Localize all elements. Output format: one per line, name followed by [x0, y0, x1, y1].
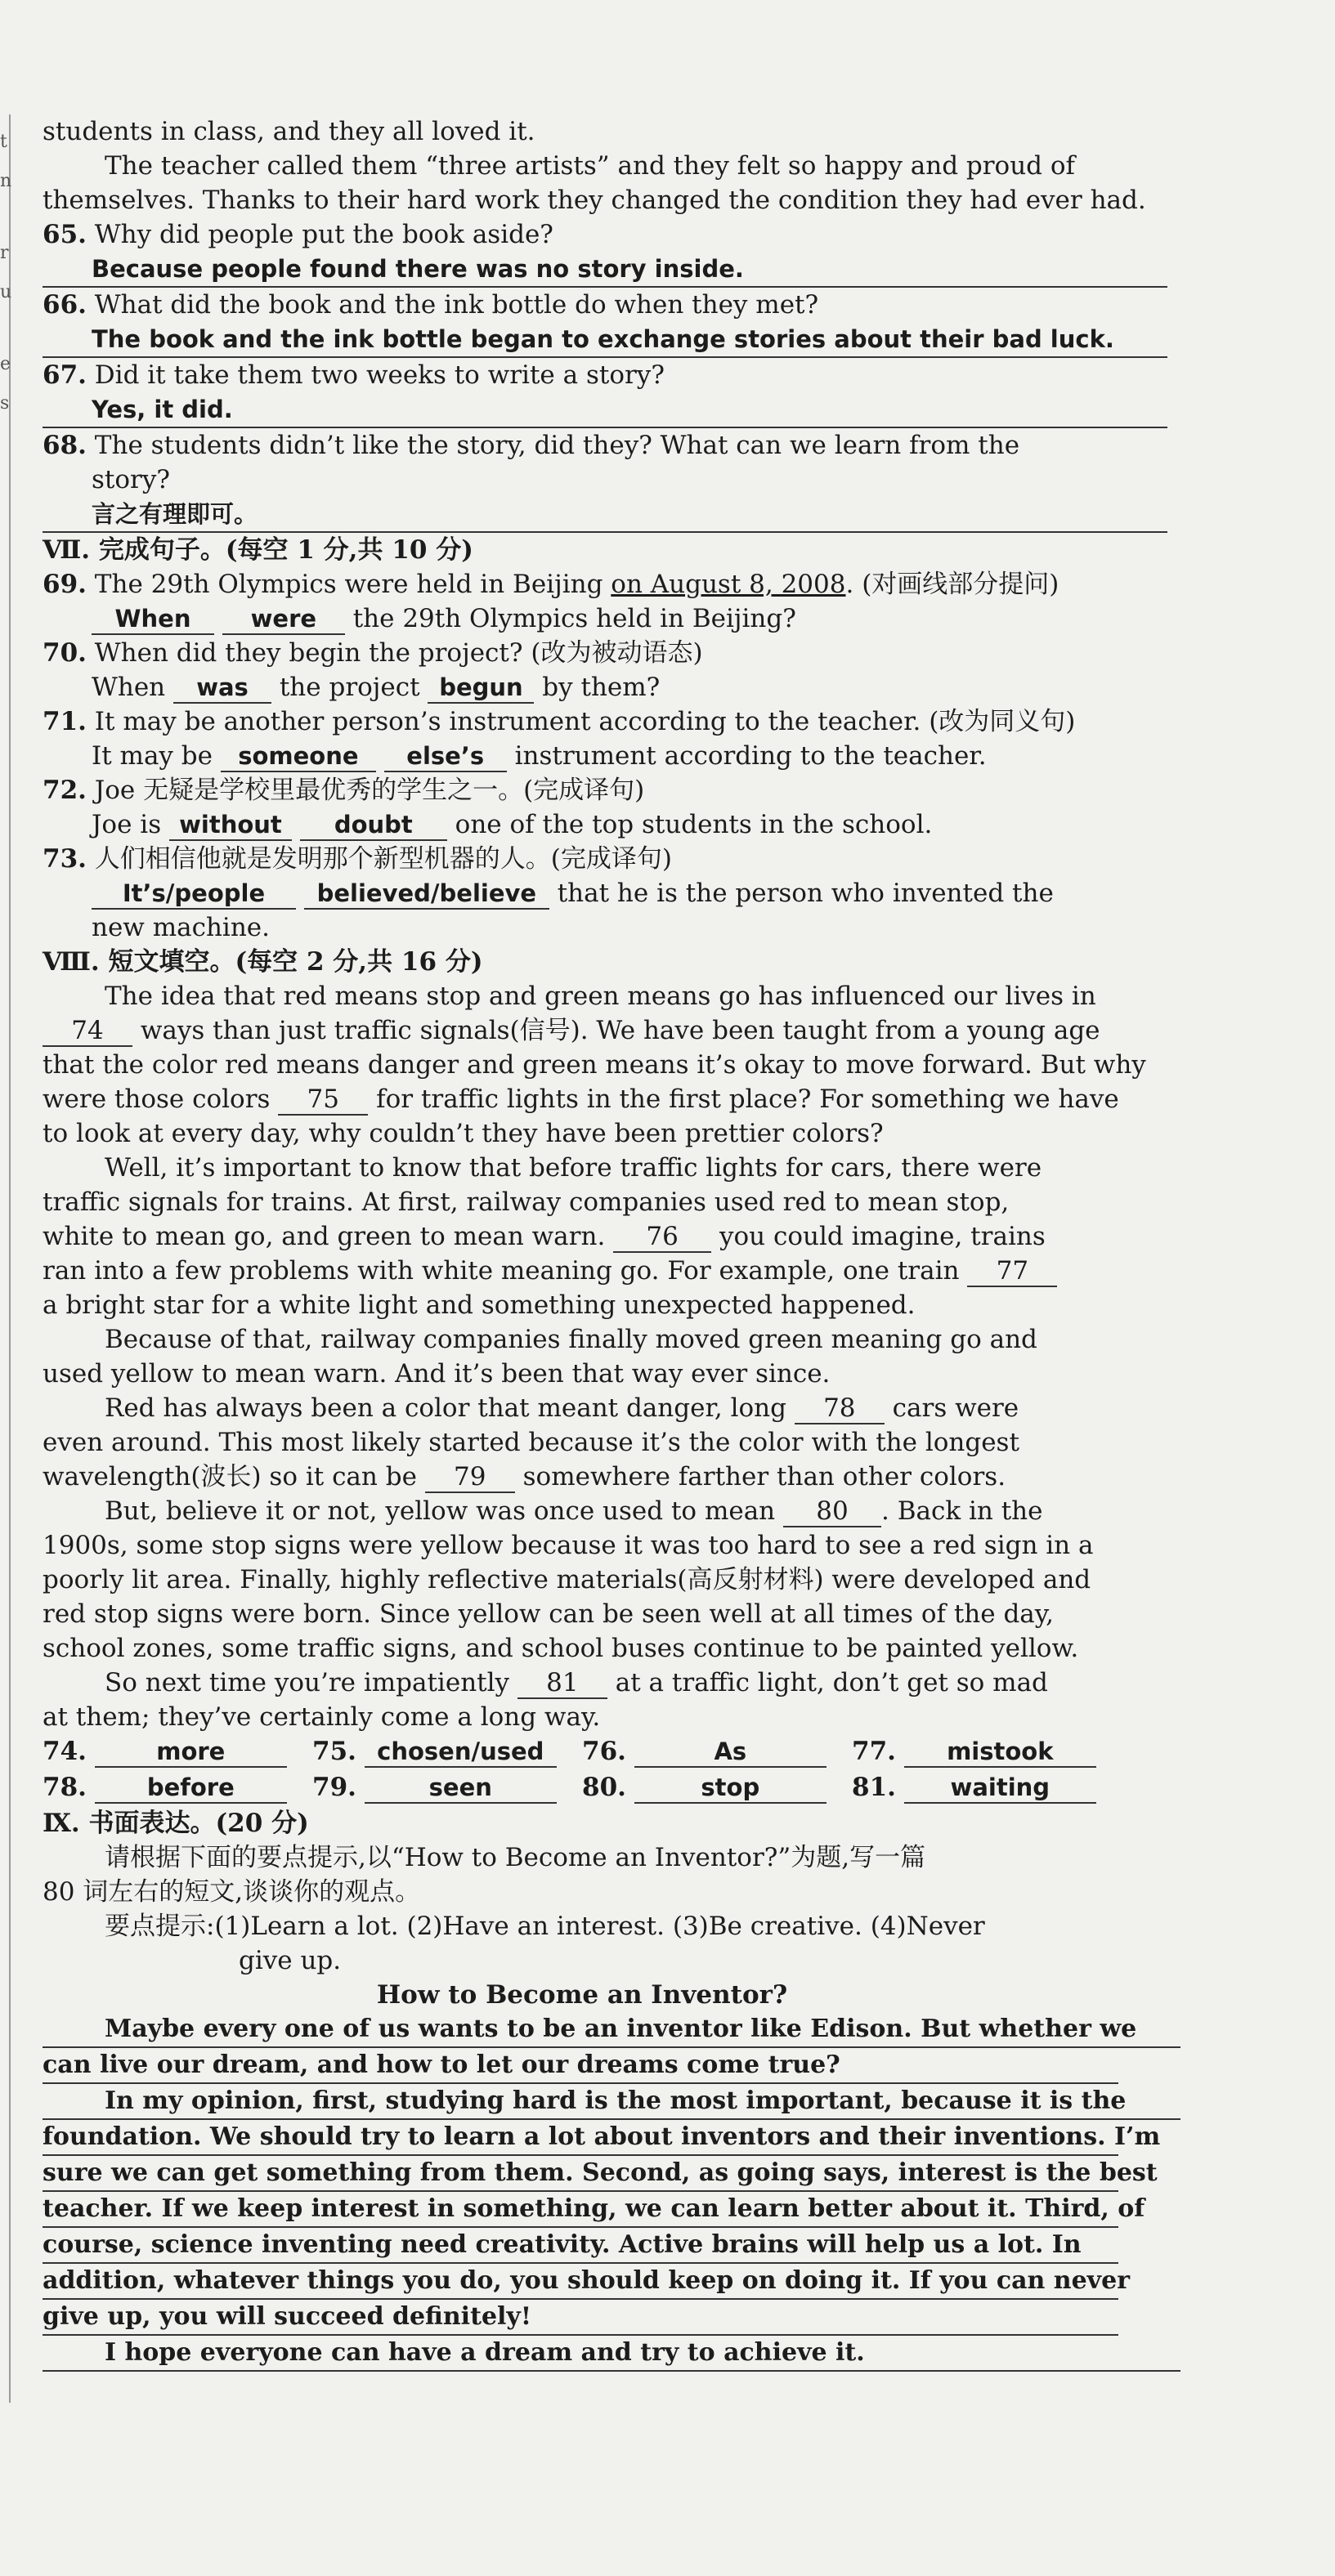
essay-line: give up, you will succeed definitely!: [43, 2300, 1118, 2336]
writing-points: 要点提示:(1)Learn a lot. (2)Have an interest. (3)Be creative. (4)Never: [105, 1912, 985, 1941]
section-9-title: Ⅸ. 书面表达。(20 分): [43, 1809, 309, 1838]
answer-cell: [582, 1734, 852, 1769]
cloze-line: [43, 1666, 1122, 1700]
cloze-line: a bright star for a white light and something unexpected happened.: [43, 1290, 916, 1320]
question-65: [43, 217, 1122, 252]
question-text: Why did people put the book aside?: [94, 220, 553, 249]
margin-char: s: [0, 393, 10, 414]
answer-number: 77.: [852, 1737, 896, 1766]
answer-number: 79.: [312, 1773, 356, 1802]
answer-69: [43, 602, 1122, 636]
cloze-line: [43, 1254, 1122, 1288]
question-68-cont: story?: [92, 465, 170, 494]
cloze-text: So next time you’re impatiently: [105, 1668, 517, 1697]
cloze-line: [43, 1219, 1122, 1254]
cloze-text: you could imagine, trains: [711, 1222, 1046, 1251]
margin-fragments: [0, 123, 15, 423]
blank-answer: doubt: [300, 810, 447, 841]
sentence-part: instrument according to the teacher.: [506, 741, 987, 771]
passage-line: students in class, and they all loved it.: [43, 117, 535, 146]
answer-73-cont: new machine.: [92, 913, 270, 942]
essay-line: teacher. If we keep interest in something, we can learn better about it. Third, of: [43, 2192, 1118, 2228]
question-number: 72.: [43, 776, 87, 805]
margin-char: e: [0, 354, 11, 374]
answer-grid-row: [43, 1770, 1122, 1806]
blank-answer: When: [92, 604, 214, 635]
blank-answer: believed/believe: [304, 879, 549, 910]
cloze-text: somewhere farther than other colors.: [514, 1462, 1006, 1491]
question-text: The students didn’t like the story, did they? What can we learn from the: [94, 431, 1020, 460]
section-8-title: Ⅷ. 短文填空。(每空 2 分,共 16 分): [43, 947, 483, 977]
essay-line: course, science inventing need creativity. Active brains will help us a lot. In: [43, 2228, 1118, 2264]
underlined-part: on August 8, 2008: [611, 570, 846, 599]
question-67: [43, 358, 1122, 392]
question-number: 66.: [43, 290, 87, 320]
writing-points: give up.: [239, 1946, 342, 1975]
answer-value: before: [95, 1773, 287, 1804]
cloze-line: that the color red means danger and green means it’s okay to move forward. But why: [43, 1050, 1146, 1080]
answer-68: [43, 497, 1167, 533]
answer-cell: [43, 1734, 312, 1769]
cloze-line: [43, 1494, 1122, 1528]
question-number: 70.: [43, 638, 87, 668]
writing-prompt: 80 词左右的短文,谈谈你的观点。: [43, 1877, 421, 1907]
essay-line: In my opinion, first, studying hard is the most important, because it is the: [43, 2084, 1180, 2120]
cloze-blank-78: 78: [795, 1393, 885, 1424]
sentence-part: Joe is: [92, 810, 169, 839]
cloze-line: traffic signals for trains. At first, railway companies used red to mean stop,: [43, 1187, 1010, 1217]
sentence-rest: the 29th Olympics held in Beijing?: [344, 604, 796, 633]
cloze-line: even around. This most likely started because it’s the color with the longest: [43, 1428, 1019, 1457]
cloze-line: [43, 1013, 1122, 1048]
question-text: 人们相信他就是发明那个新型机器的人。(完成译句): [94, 844, 672, 874]
binding-line: [9, 114, 11, 2403]
cloze-blank-81: 81: [517, 1668, 607, 1699]
answer-text: Because people found there was no story inside.: [92, 255, 744, 283]
cloze-line: at them; they’ve certainly come a long way.: [43, 1702, 601, 1732]
answer-text: Yes, it did.: [92, 396, 233, 423]
cloze-text: at a traffic light, don’t get so mad: [607, 1668, 1048, 1697]
blank-answer: begun: [428, 673, 534, 704]
cloze-blank-74: 74: [43, 1016, 132, 1047]
sentence-part: that he is the person who invented the: [549, 879, 1054, 908]
answer-66: [43, 322, 1167, 358]
question-text: Joe 无疑是学校里最优秀的学生之一。(完成译句): [94, 776, 645, 805]
question-text: The 29th Olympics were held in Beijing: [94, 570, 612, 599]
blank-answer: someone: [221, 741, 376, 772]
question-71: [43, 704, 1122, 739]
blank-answer: were: [222, 604, 345, 635]
answer-number: 76.: [582, 1737, 626, 1766]
sentence-part: It may be: [92, 741, 221, 771]
worksheet-page: [43, 114, 1161, 2372]
question-number: 67.: [43, 360, 87, 390]
cloze-line: [43, 1391, 1122, 1425]
cloze-line: [43, 1460, 1122, 1494]
answer-value: mistook: [904, 1737, 1096, 1768]
cloze-blank-80: 80: [783, 1496, 881, 1527]
cloze-text: for traffic lights in the first place? For something we have: [368, 1085, 1119, 1114]
cloze-line: Because of that, railway companies finally moved green meaning go and: [105, 1325, 1037, 1354]
sentence-part: the project: [271, 673, 428, 702]
cloze-line: [43, 1082, 1122, 1116]
question-73: [43, 842, 1122, 876]
answer-grid-row: [43, 1734, 1122, 1770]
margin-char: u: [0, 282, 12, 302]
answer-cell: [312, 1770, 582, 1805]
answer-number: 78.: [43, 1773, 87, 1802]
cloze-text: cars were: [884, 1393, 1019, 1423]
cloze-line: to look at every day, why couldn’t they have been prettier colors?: [43, 1119, 884, 1148]
essay-line: Maybe every one of us wants to be an inventor like Edison. But whether we: [43, 2012, 1180, 2048]
cloze-text: . Back in the: [881, 1496, 1043, 1526]
passage-line: themselves. Thanks to their hard work they changed the condition they had ever had.: [43, 186, 1146, 215]
answer-value: seen: [365, 1773, 557, 1804]
margin-char: t: [0, 132, 7, 152]
cloze-line: red stop signs were born. Since yellow can be seen well at all times of the day,: [43, 1599, 1055, 1629]
blank-answer: without: [169, 810, 292, 841]
cloze-line: used yellow to mean warn. And it’s been that way ever since.: [43, 1359, 831, 1389]
answer-65: [43, 252, 1167, 288]
cloze-line: poorly lit area. Finally, highly reflective materials(高反射材料) were developed and: [43, 1565, 1091, 1594]
answer-number: 80.: [582, 1773, 626, 1802]
writing-prompt: 请根据下面的要点提示,以“How to Become an Inventor?”为题,写一篇: [105, 1843, 926, 1872]
question-instruction: . (对画线部分提问): [845, 570, 1059, 599]
question-text: When did they begin the project? (改为被动语态): [94, 638, 703, 668]
answer-67: [43, 392, 1167, 428]
answer-value: more: [95, 1737, 287, 1768]
question-number: 69.: [43, 570, 87, 599]
cloze-text: white to mean go, and green to mean warn.: [43, 1222, 614, 1251]
essay-line: can live our dream, and how to let our dreams come true?: [43, 2048, 1118, 2084]
answer-70: [43, 670, 1122, 704]
essay-line: addition, whatever things you do, you should keep on doing it. If you can never: [43, 2264, 1118, 2300]
question-number: 68.: [43, 431, 87, 460]
answer-cell: [852, 1734, 1122, 1769]
answer-number: 74.: [43, 1737, 87, 1766]
cloze-text: wavelength(波长) so it can be: [43, 1462, 425, 1491]
cloze-text: ways than just traffic signals(信号). We have been taught from a young age: [132, 1016, 1100, 1045]
cloze-text: were those colors: [43, 1085, 279, 1114]
question-69: [43, 567, 1122, 602]
answer-text: 言之有理即可。: [92, 500, 258, 528]
blank-answer: It’s/people: [92, 879, 296, 910]
section-7-title: Ⅶ. 完成句子。(每空 1 分,共 10 分): [43, 535, 473, 565]
cloze-line: 1900s, some stop signs were yellow because it was too hard to see a red sign in a: [43, 1531, 1094, 1560]
answer-value: chosen/used: [365, 1737, 557, 1768]
essay-line: sure we can get something from them. Second, as going says, interest is the best: [43, 2156, 1118, 2192]
answer-value: As: [634, 1737, 827, 1768]
sentence-part: by them?: [534, 673, 661, 702]
cloze-line: school zones, some traffic signs, and school buses continue to be painted yellow.: [43, 1634, 1079, 1663]
question-number: 73.: [43, 844, 87, 874]
question-66: [43, 288, 1122, 322]
essay-line: foundation. We should try to learn a lot about inventors and their inventions. I’m: [43, 2120, 1118, 2156]
answer-value: stop: [634, 1773, 827, 1804]
answer-72: [43, 807, 1122, 842]
blank-answer: else’s: [384, 741, 507, 772]
answer-cell: [582, 1770, 852, 1805]
answer-73: [43, 876, 1122, 910]
answer-text: The book and the ink bottle began to exchange stories about their bad luck.: [92, 325, 1114, 353]
cloze-blank-79: 79: [425, 1462, 515, 1493]
question-70: [43, 636, 1122, 670]
cloze-blank-77: 77: [967, 1256, 1057, 1287]
cloze-line: The idea that red means stop and green means go has influenced our lives in: [105, 982, 1096, 1011]
answer-cell: [312, 1734, 582, 1769]
answer-number: 75.: [312, 1737, 356, 1766]
cloze-blank-75: 75: [278, 1085, 368, 1116]
question-number: 65.: [43, 220, 87, 249]
answer-cell: [852, 1770, 1122, 1805]
question-number: 71.: [43, 707, 87, 736]
question-68: [43, 428, 1122, 463]
answer-cell: [43, 1770, 312, 1805]
cloze-text: ran into a few problems with white meaning go. For example, one train: [43, 1256, 968, 1286]
blank-answer: was: [173, 673, 271, 704]
answer-number: 81.: [852, 1773, 896, 1802]
sentence-part: one of the top students in the school.: [446, 810, 933, 839]
question-text: It may be another person’s instrument according to the teacher. (改为同义句): [94, 707, 1076, 736]
passage-line: The teacher called them “three artists” and they felt so happy and proud of: [105, 151, 1076, 181]
sentence-part: When: [92, 673, 173, 702]
answer-value: waiting: [904, 1773, 1096, 1804]
essay-title: How to Become an Inventor?: [376, 1980, 788, 2010]
cloze-text: Red has always been a color that meant danger, long: [105, 1393, 795, 1423]
question-text: What did the book and the ink bottle do when they met?: [94, 290, 819, 320]
margin-char: n: [0, 171, 12, 191]
question-text: Did it take them two weeks to write a story?: [94, 360, 665, 390]
answer-71: [43, 739, 1122, 773]
cloze-text: But, believe it or not, yellow was once used to mean: [105, 1496, 783, 1526]
question-72: [43, 773, 1122, 807]
essay-line: I hope everyone can have a dream and try to achieve it.: [43, 2336, 1180, 2372]
cloze-blank-76: 76: [613, 1222, 711, 1253]
margin-char: r: [0, 243, 9, 263]
cloze-line: Well, it’s important to know that before traffic lights for cars, there were: [105, 1153, 1042, 1183]
